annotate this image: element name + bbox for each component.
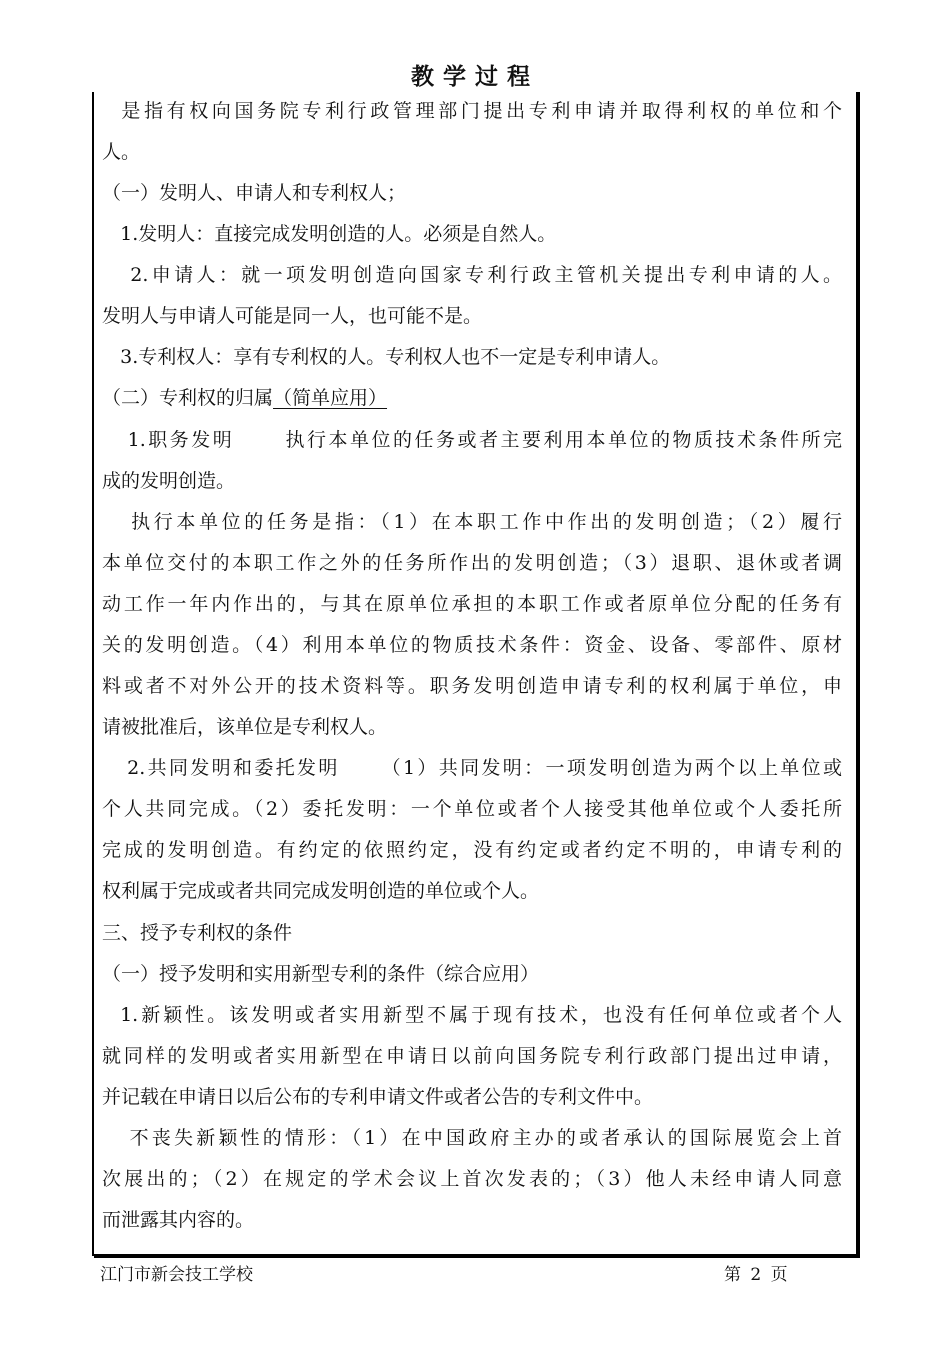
text-line: 请被批准后，该单位是专利权人。 xyxy=(102,716,388,738)
text-line: 三、授予专利权的条件 xyxy=(102,922,293,944)
text-line: 动工作一年内作出的，与其在原单位承担的本职工作或者原单位分配的任务有 xyxy=(102,593,842,615)
footer-page-number: 第 2 页 xyxy=(724,1265,790,1285)
text-line: （一）授予发明和实用新型专利的条件（综合应用） xyxy=(102,963,540,985)
text-line: 就同样的发明或者实用新型在申请日以前向国务院专利行政部门提出过申请， xyxy=(102,1045,842,1067)
text-line: 而泄露其内容的。 xyxy=(102,1209,255,1231)
text-line: 2.申请人：就一项发明创造向国家专利行政主管机关提出专利申请的人。 xyxy=(102,264,842,286)
text-line: 成的发明创造。 xyxy=(102,470,236,492)
text-line: 执行本单位的任务是指：（1）在本职工作中作出的发明创造；（2）履行 xyxy=(102,511,842,533)
text-line: 不丧失新颖性的情形：（1）在中国政府主办的或者承认的国际展览会上首 xyxy=(102,1127,842,1149)
text-line: 次展出的；（2）在规定的学术会议上首次发表的；（3）他人未经申请人同意 xyxy=(102,1168,842,1190)
text-line: 料或者不对外公开的技术资料等。职务发明创造申请专利的权利属于单位，申 xyxy=(102,675,842,697)
page-title: 教学过程 xyxy=(411,64,539,90)
text-line: 1.职务发明 执行本单位的任务或者主要利用本单位的物质技术条件所完 xyxy=(102,429,842,451)
frame-shadow-bottom xyxy=(94,1256,860,1258)
text-line: 1.发明人：直接完成发明创造的人。必须是自然人。 xyxy=(102,223,557,245)
footer-school: 江门市新会技工学校 xyxy=(100,1265,253,1285)
text-line: 本单位交付的本职工作之外的任务所作出的发明创造；（3）退职、退休或者调 xyxy=(102,552,842,574)
frame-shadow-right xyxy=(858,92,860,1258)
text-line: （二）专利权的归属（简单应用） xyxy=(102,387,388,409)
text-line: 完成的发明创造。有约定的依照约定，没有约定或者约定不明的，申请专利的 xyxy=(102,839,842,861)
text-line: 3.专利权人：享有专利权的人。专利权人也不一定是专利申请人。 xyxy=(102,346,671,368)
text-line: （一）发明人、申请人和专利权人； xyxy=(102,182,407,204)
text-line: 人。 xyxy=(102,141,141,163)
application-level-note: （简单应用） xyxy=(273,387,388,409)
text-line: 是指有权向国务院专利行政管理部门提出专利申请并取得利权的单位和个 xyxy=(102,100,842,122)
text-line: 1.新颖性。该发明或者实用新型不属于现有技术，也没有任何单位或者个人 xyxy=(102,1004,842,1026)
text-line: 发明人与申请人可能是同一人，也可能不是。 xyxy=(102,305,483,327)
text-line: 个人共同完成。（2）委托发明：一个单位或者个人接受其他单位或个人委托所 xyxy=(102,798,842,820)
text-line: 并记载在申请日以后公布的专利申请文件或者公告的专利文件中。 xyxy=(102,1086,654,1108)
text-line: 权利属于完成或者共同完成发明创造的单位或个人。 xyxy=(102,880,540,902)
text-line: 2.共同发明和委托发明 （1）共同发明：一项发明创造为两个以上单位或 xyxy=(102,757,842,779)
text-line: 关的发明创造。（4）利用本单位的物质技术条件：资金、设备、零部件、原材 xyxy=(102,634,842,656)
